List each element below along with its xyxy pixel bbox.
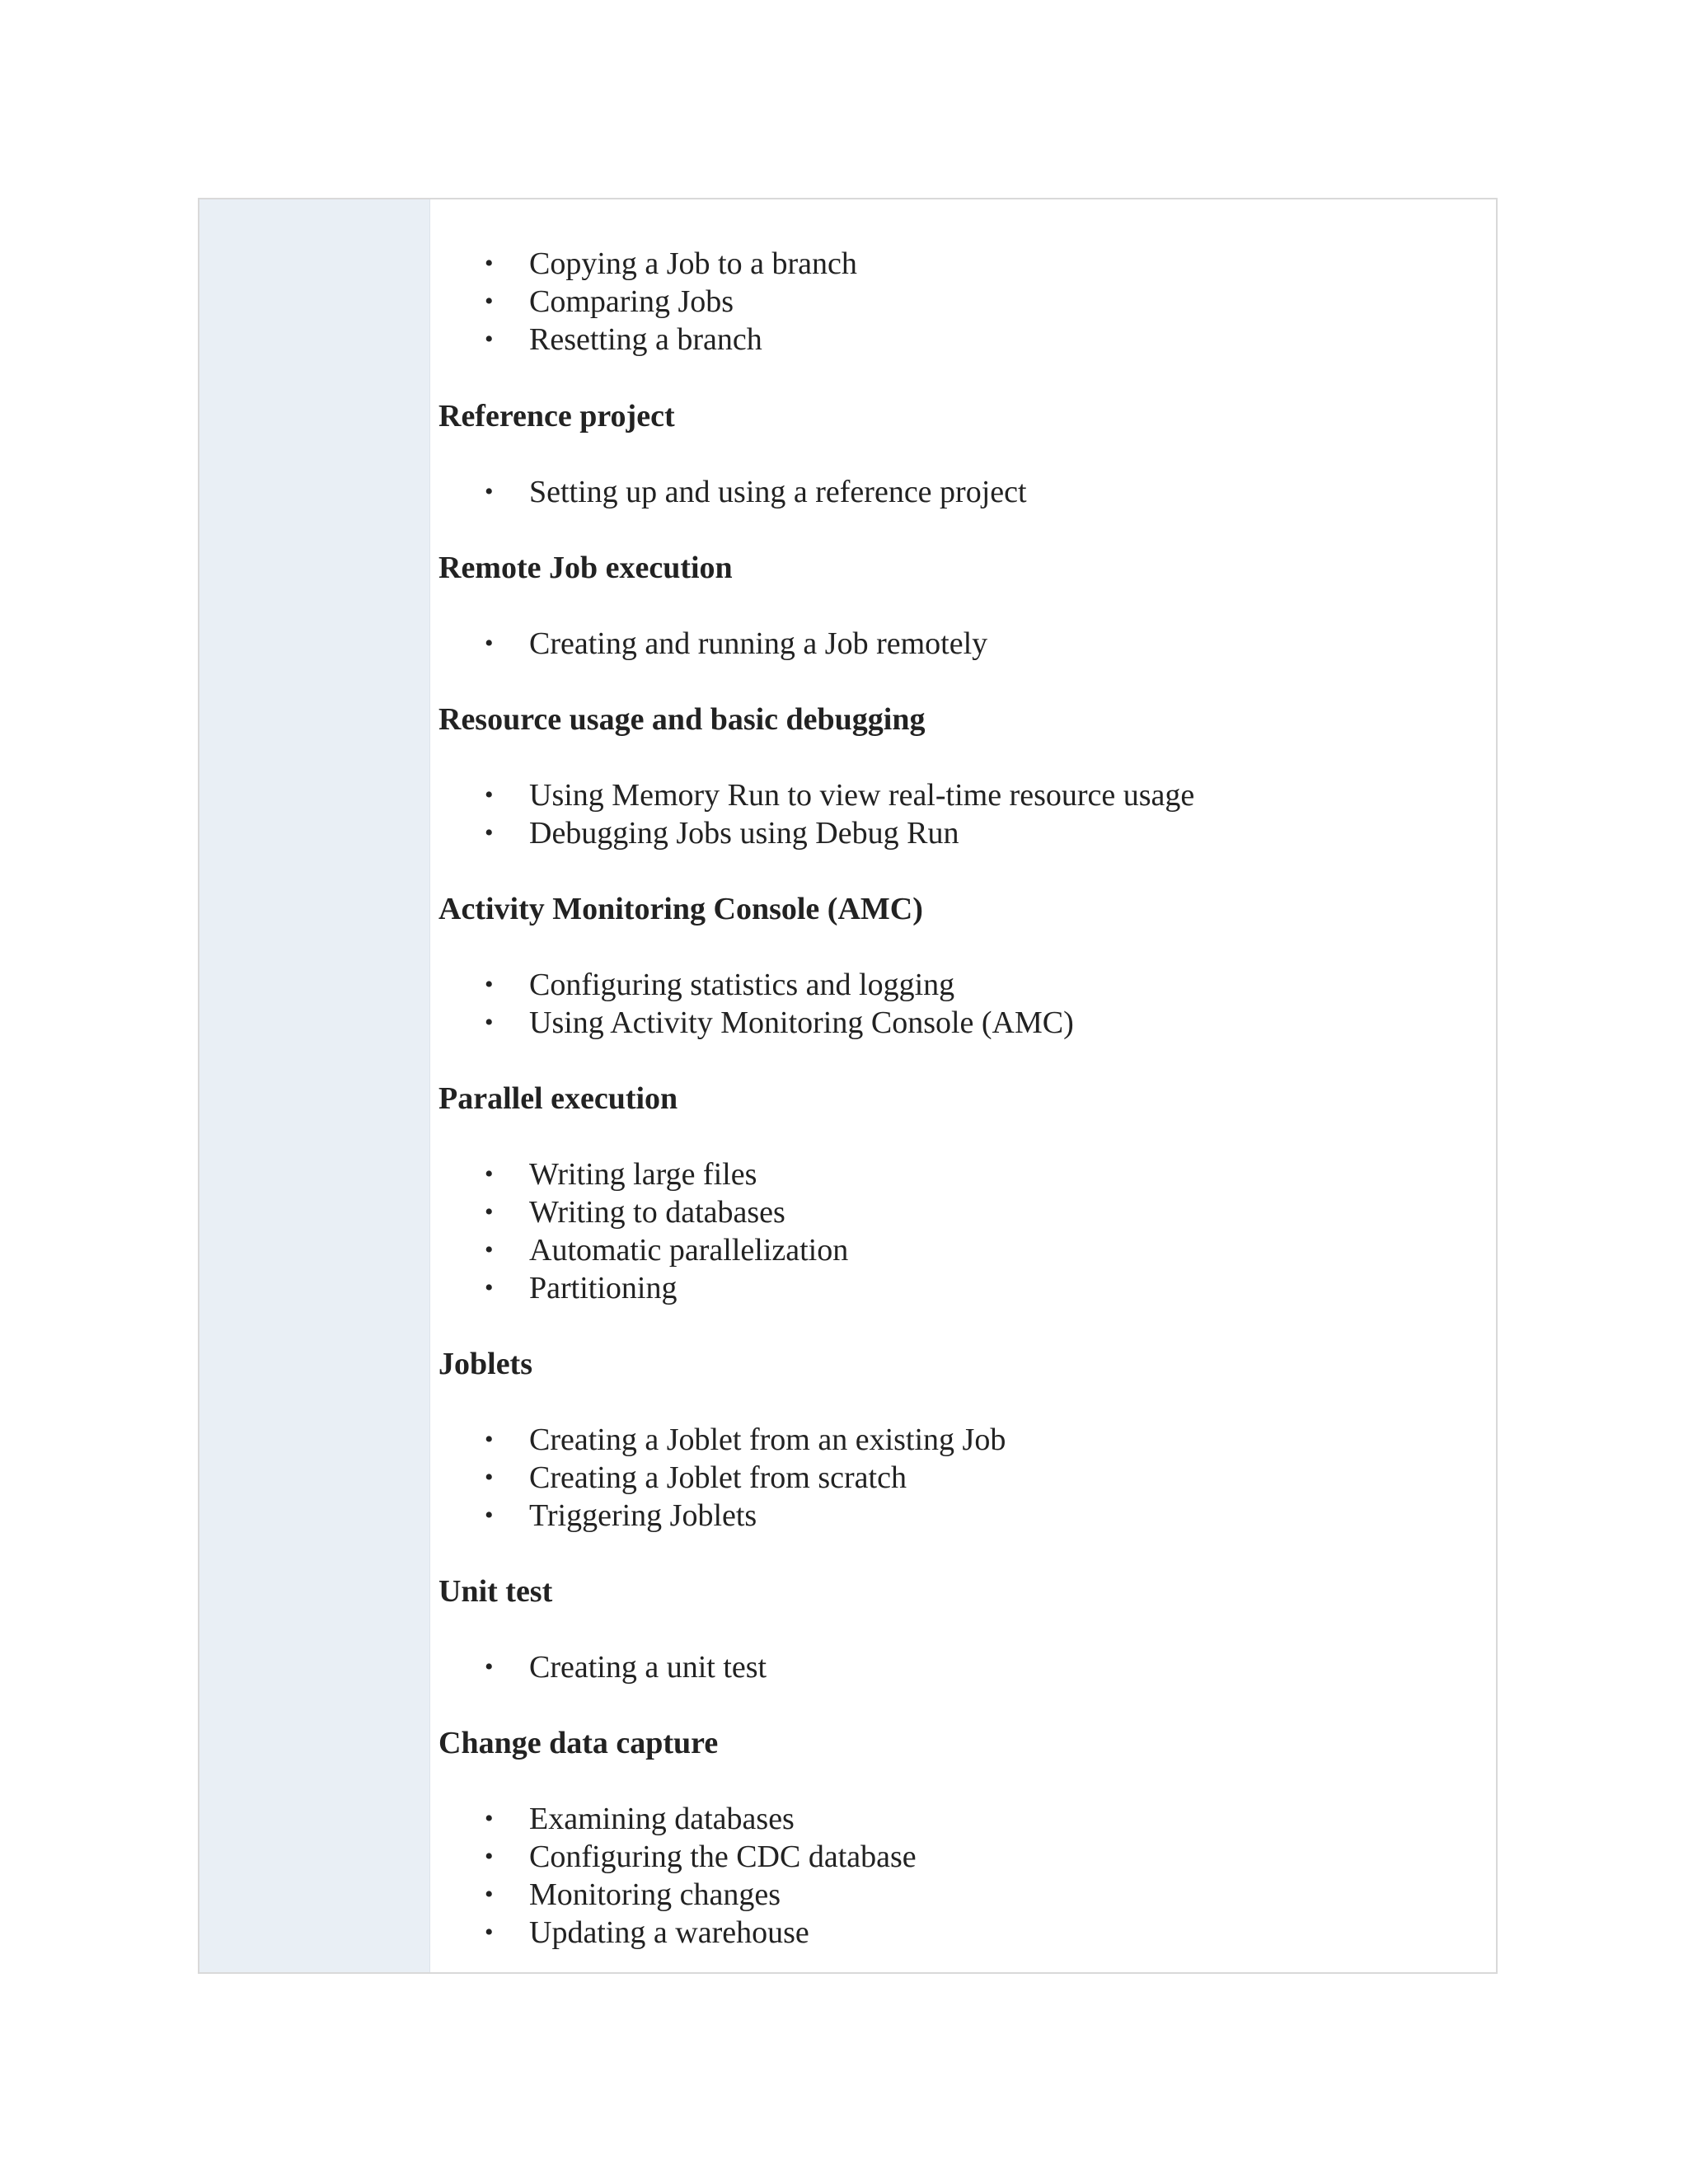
- bullet-marker: •: [485, 1464, 494, 1491]
- bullet-marker: •: [485, 781, 494, 808]
- section-heading: Resource usage and basic debugging: [438, 702, 926, 737]
- bullet-marker: •: [485, 1881, 494, 1908]
- section-heading: Remote Job execution: [438, 551, 733, 585]
- bullet-marker: •: [485, 250, 494, 277]
- bullet-marker: •: [485, 1426, 494, 1453]
- bullet-marker: •: [485, 630, 494, 657]
- bullet-marker: •: [485, 288, 494, 315]
- bullet-marker: •: [485, 1805, 494, 1832]
- bullet-marker: •: [485, 1009, 494, 1036]
- bullet-marker: •: [485, 819, 494, 846]
- bullet-marker: •: [485, 1198, 494, 1226]
- bullet-marker: •: [485, 1843, 494, 1870]
- left-shaded-column: [199, 199, 430, 1972]
- bullet-marker: •: [485, 1919, 494, 1946]
- section-heading: Parallel execution: [438, 1081, 678, 1116]
- content-table: [198, 198, 1498, 1974]
- bullet-marker: •: [485, 326, 494, 353]
- section-heading: Unit test: [438, 1574, 553, 1609]
- bullet-marker: •: [485, 1160, 494, 1188]
- section-heading: Joblets: [438, 1347, 532, 1381]
- content-column: • Copying a Job to a branch • Comparing Jobs • Resetting a branch Reference project • Setting up and using a reference project Remote Job execution • Creating and running a Job remotely Resource usage and basic debugging • Using Memory Run to view real-time resource usage • Debugging Jobs using Debug Run Activity Monitoring Console (AMC) • Configuring statistics and logging • Using Activity Monitoring Console (AMC) Parallel execution • Writing large files • Writing to databases • Automatic parallelization • Partitioning Joblets • Creating a Joblet from an existing Job • Creating a Joblet from scratch • Triggering Joblets Unit test • Creating a unit test Change data capture • Examining databases • Configuring the CDC database • Monitoring changes • Updating a warehouse: [438, 246, 1195, 1950]
- bullet-marker: •: [485, 478, 494, 505]
- bullet-marker: •: [485, 1653, 494, 1680]
- bullet-marker: •: [485, 1502, 494, 1529]
- bullet-marker: •: [485, 971, 494, 998]
- bullet-marker: •: [485, 1236, 494, 1263]
- bullet-marker: •: [485, 1274, 494, 1301]
- section-heading: Activity Monitoring Console (AMC): [438, 892, 923, 926]
- section-heading: Reference project: [438, 399, 675, 434]
- section-heading: Change data capture: [438, 1726, 719, 1760]
